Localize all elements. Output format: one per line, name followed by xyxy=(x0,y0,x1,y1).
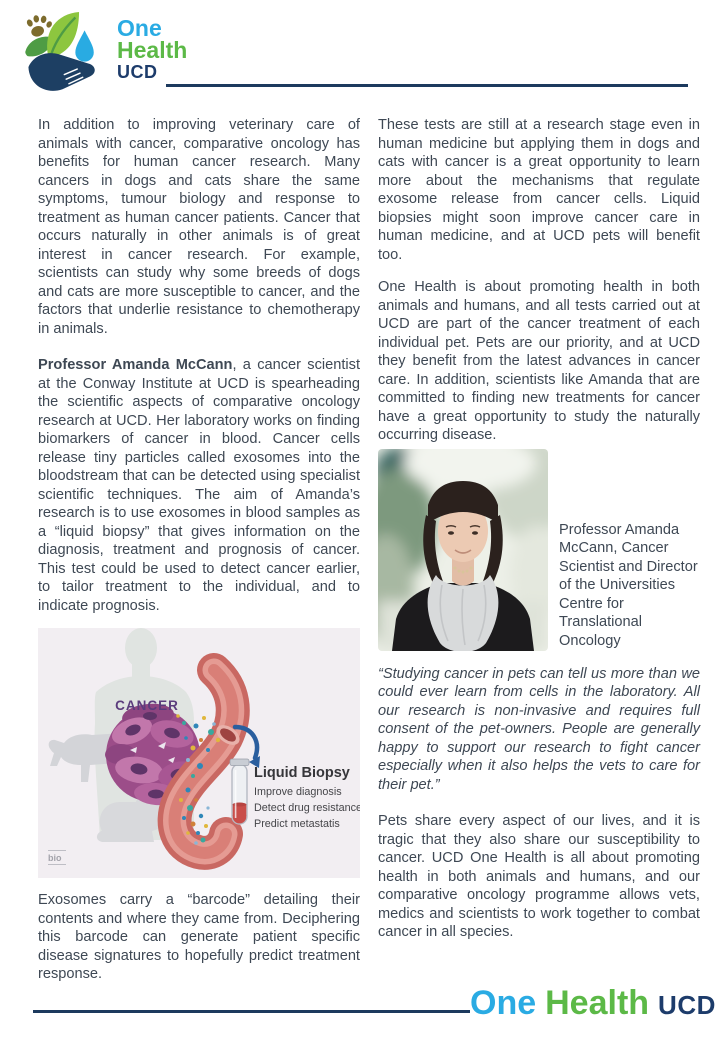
onehealth-logo-icon xyxy=(22,8,114,101)
amanda-mccann-portrait xyxy=(378,449,548,651)
footer-word-ucd: UCD xyxy=(658,990,716,1020)
logo-word-one: One xyxy=(117,15,162,41)
paragraph-amanda-rest: , a cancer scientist at the Conway Institute at UCD is spearheading the scientific aspects of comparative oncology research at UCD. Her laboratory works on finding biomarkers of cancer in blood. Cancer cells release tiny particles called exosomes into the bloodstream that can be detected using specialist scientific techniques. The aim of Amanda’s research is to use exosomes in blood samples as a “liquid biopsy” that gives information on the diagnosis, treatment and prognosis of cancer. This test could be used to detect cancer earlier, to tailor treatment to the individual, and to indicate prognosis. xyxy=(38,357,360,614)
paragraph-tests: These tests are still at a research stage even in human medicine but applying them in dogs and cats with cancer is a great opportunity to learn more about the mechanisms that regulate exosome release from cancer cells. Liquid biopsies might soon improve cancer care in human medicine, and at UCD pets will benefit too. xyxy=(378,117,700,263)
footer-word-one: One xyxy=(470,984,537,1022)
biopsy-bullet-2: Detect drug resistance xyxy=(254,802,360,814)
scarf xyxy=(428,575,499,651)
footer-word-health: Health xyxy=(545,984,650,1022)
photo-block xyxy=(378,449,700,651)
footer-rule xyxy=(33,1010,470,1013)
amanda-mccann-photo xyxy=(378,449,548,651)
photo-caption: Professor Amanda McCann, Cancer Scientist and Director of the Universities Centre for Translational Oncology xyxy=(559,521,698,649)
onehealth-logo-graphic xyxy=(22,8,114,96)
logo-word-ucd: UCD xyxy=(117,62,158,82)
water-drop-icon xyxy=(75,30,93,61)
biopsy-bullet-3: Predict metastatis xyxy=(254,818,340,830)
onehealth-logo-wordmark xyxy=(117,17,187,83)
header-rule xyxy=(166,84,688,87)
caption-exosomes: Exosomes carry a “barcode” detailing their contents and where they came from. Deciphering this barcode can generate patient specific disease signatures to hopefully predict treatment response. xyxy=(38,892,360,982)
test-tube-icon xyxy=(230,759,249,824)
amanda-quote: “Studying cancer in pets can tell us more than we could ever learn from cells in the laboratory. All our research is non-invasive and requires full consent of the pet-owners. People are generally happy to support our research to fight cancer especially when it also helps the vets to care for their pet.” xyxy=(378,665,700,793)
footer-logo-wordmark xyxy=(470,984,716,1023)
liquid-biopsy-title: Liquid Biopsy xyxy=(254,765,350,781)
logo-word-health: Health xyxy=(117,37,188,63)
left-column xyxy=(38,116,360,1002)
liquid-biopsy-graphic xyxy=(38,628,360,878)
paragraph-pets: Pets share every aspect of our lives, and it is tragic that they also share our susceptibility to cancer. UCD One Health is all about promoting health in both animals and humans, and our comparative oncology programme allows vets, medics and scientists to work together to combat cancer in all species. xyxy=(378,813,700,940)
cancer-label: CANCER xyxy=(115,698,179,713)
paragraph-intro: In addition to improving veterinary care of animals with cancer, comparative oncology has benefits for human cancer research. Many cancers in dogs and cats share the same symptoms, tumour biology and response to treatment as human cancer patients. Cancer that occurs naturally in other animals is of great interest in cancer research. For example, scientists can study why some breeds of dogs and cats are more susceptible to cancer, and the factors that underlie resistance to chemotherapy in animals. xyxy=(38,117,360,337)
biopsy-bullet-1: Improve diagnosis xyxy=(254,786,342,798)
paragraph-onehealth: One Health is about promoting health in both animals and humans, and all tests carried out at UCD are part of the cancer treatment of each individual pet. Pets are our priority, and at UCD they benefit from the latest advances in cancer care. In addition, scientists like Amanda that are committed to finding new treatments for cancer have a great opportunity to study the naturally occurring disease. xyxy=(378,279,700,443)
liquid-biopsy-illustration xyxy=(38,628,360,878)
amanda-name-bold: Professor Amanda McCann xyxy=(38,357,233,373)
right-column xyxy=(378,116,700,960)
paragraph-amanda xyxy=(38,356,360,615)
svg-text:bio: bio xyxy=(48,853,62,863)
